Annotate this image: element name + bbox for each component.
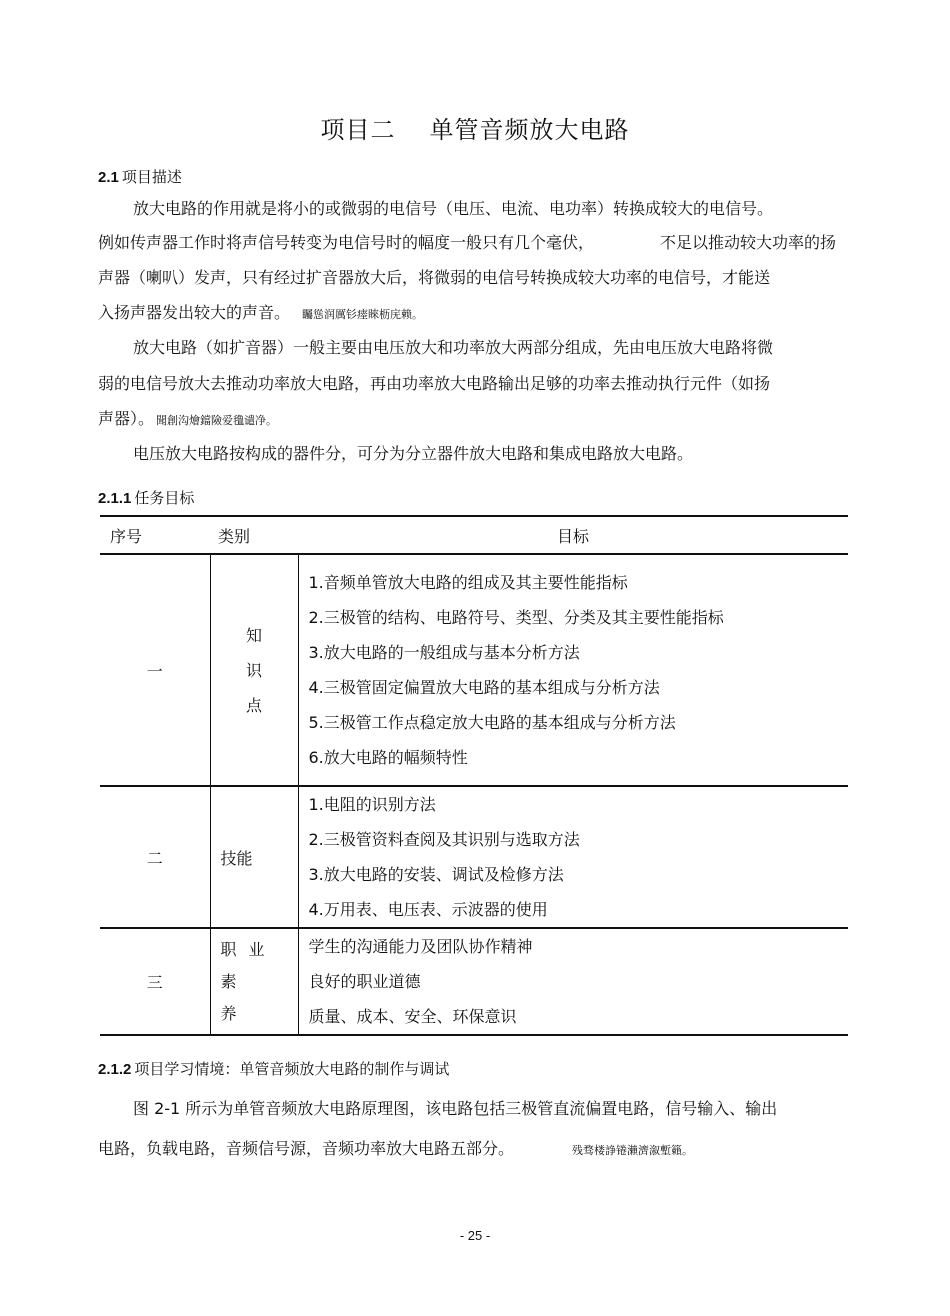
para3-line1: 电压放大电路按构成的器件分，可分为分立器件放大电路和集成电路放大电路。 [133, 444, 694, 463]
goal-item: 2.三极管资料查阅及其识别与选取方法 [308, 830, 580, 849]
row-seq: 二 [100, 786, 210, 928]
para2-line2: 弱的电信号放大去推动功率放大电路，再由功率放大电路输出足够的功率去推动执行元件（如扬 [98, 374, 771, 393]
row-goals [298, 786, 848, 928]
header-category: 类别 [210, 516, 298, 554]
section-2-1-heading: 2.1 项目描述 [98, 168, 182, 186]
para1-line1: 放大电路的作用就是将小的或微弱的电信号（电压、电流、电功率）转换成较大的电信号。 [133, 199, 774, 218]
garbled-note: 矚慫润厲钐瘗睞枥庑赖。 [302, 308, 424, 321]
table-row [100, 928, 848, 1035]
row-goals [298, 928, 848, 1035]
header-seq: 序号 [100, 516, 210, 554]
goal-item: 1.音频单管放大电路的组成及其主要性能指标 [308, 573, 628, 592]
table-row [100, 786, 848, 928]
row-category: 知 识 点 [210, 554, 298, 786]
row-category: 职业素 养 [210, 928, 298, 1035]
row-seq: 一 [100, 554, 210, 786]
goal-item: 学生的沟通能力及团队协作精神 [308, 937, 533, 956]
para4-line1: 图 2-1 所示为单管音频放大电路原理图，该电路包括三极管直流偏置电路，信号输入、输出 [133, 1099, 778, 1118]
goal-item: 1.电阻的识别方法 [308, 795, 436, 814]
row-seq: 三 [100, 928, 210, 1035]
para4-line2: 电路，负载电路，音频信号源，音频功率放大电路五部分。 残骛楼諍锩瀨濟溆塹籟。 [98, 1139, 694, 1158]
para2-line3: 声器）。 聞創沟燴鐺險爱氇谴净。 [98, 409, 278, 428]
goal-item: 5.三极管工作点稳定放大电路的基本组成与分析方法 [308, 713, 676, 732]
garbled-note: 残骛楼諍锩瀨濟溆塹籟。 [572, 1144, 694, 1157]
para1-line4: 入扬声器发出较大的声音。 矚慫润厲钐瘗睞枥庑赖。 [98, 303, 424, 322]
goal-item: 6.放大电路的幅频特性 [308, 748, 468, 767]
section-2-1-2-heading: 2.1.2 项目学习情境：单管音频放大电路的制作与调试 [98, 1060, 450, 1078]
row-goals [298, 554, 848, 786]
header-goal: 目标 [298, 516, 848, 554]
goal-item: 3.放大电路的安装、调试及检修方法 [308, 865, 564, 884]
goal-item: 2.三极管的结构、电路符号、类型、分类及其主要性能指标 [308, 608, 724, 627]
goal-item: 4.万用表、电压表、示波器的使用 [308, 900, 548, 919]
table-row [100, 554, 848, 786]
row-category: 技能 [210, 786, 298, 928]
goal-item: 3.放大电路的一般组成与基本分析方法 [308, 643, 580, 662]
page-title: 项目二 单管音频放大电路 [320, 116, 630, 144]
table-header-row [100, 516, 848, 554]
para1-line3: 声器（喇叭）发声，只有经过扩音器放大后，将微弱的电信号转换成较大功率的电信号，才能送 [98, 268, 771, 287]
para2-line1: 放大电路（如扩音器）一般主要由电压放大和功率放大两部分组成，先由电压放大电路将微 [133, 338, 774, 357]
garbled-note: 聞創沟燴鐺險爱氇谴净。 [156, 414, 278, 427]
goal-item: 4.三极管固定偏置放大电路的基本组成与分析方法 [308, 678, 660, 697]
task-goal-table [100, 515, 848, 1036]
para1-line2: 例如传声器工作时将声信号转变为电信号时的幅度一般只有几个毫伏， 不足以推动较大功率的扬 [98, 233, 837, 252]
page-number: - 25 - [459, 1228, 491, 1243]
section-2-1-1-heading: 2.1.1 任务目标 [98, 489, 195, 507]
goal-item: 质量、成本、安全、环保意识 [308, 1007, 517, 1026]
goal-item: 良好的职业道德 [308, 972, 421, 991]
